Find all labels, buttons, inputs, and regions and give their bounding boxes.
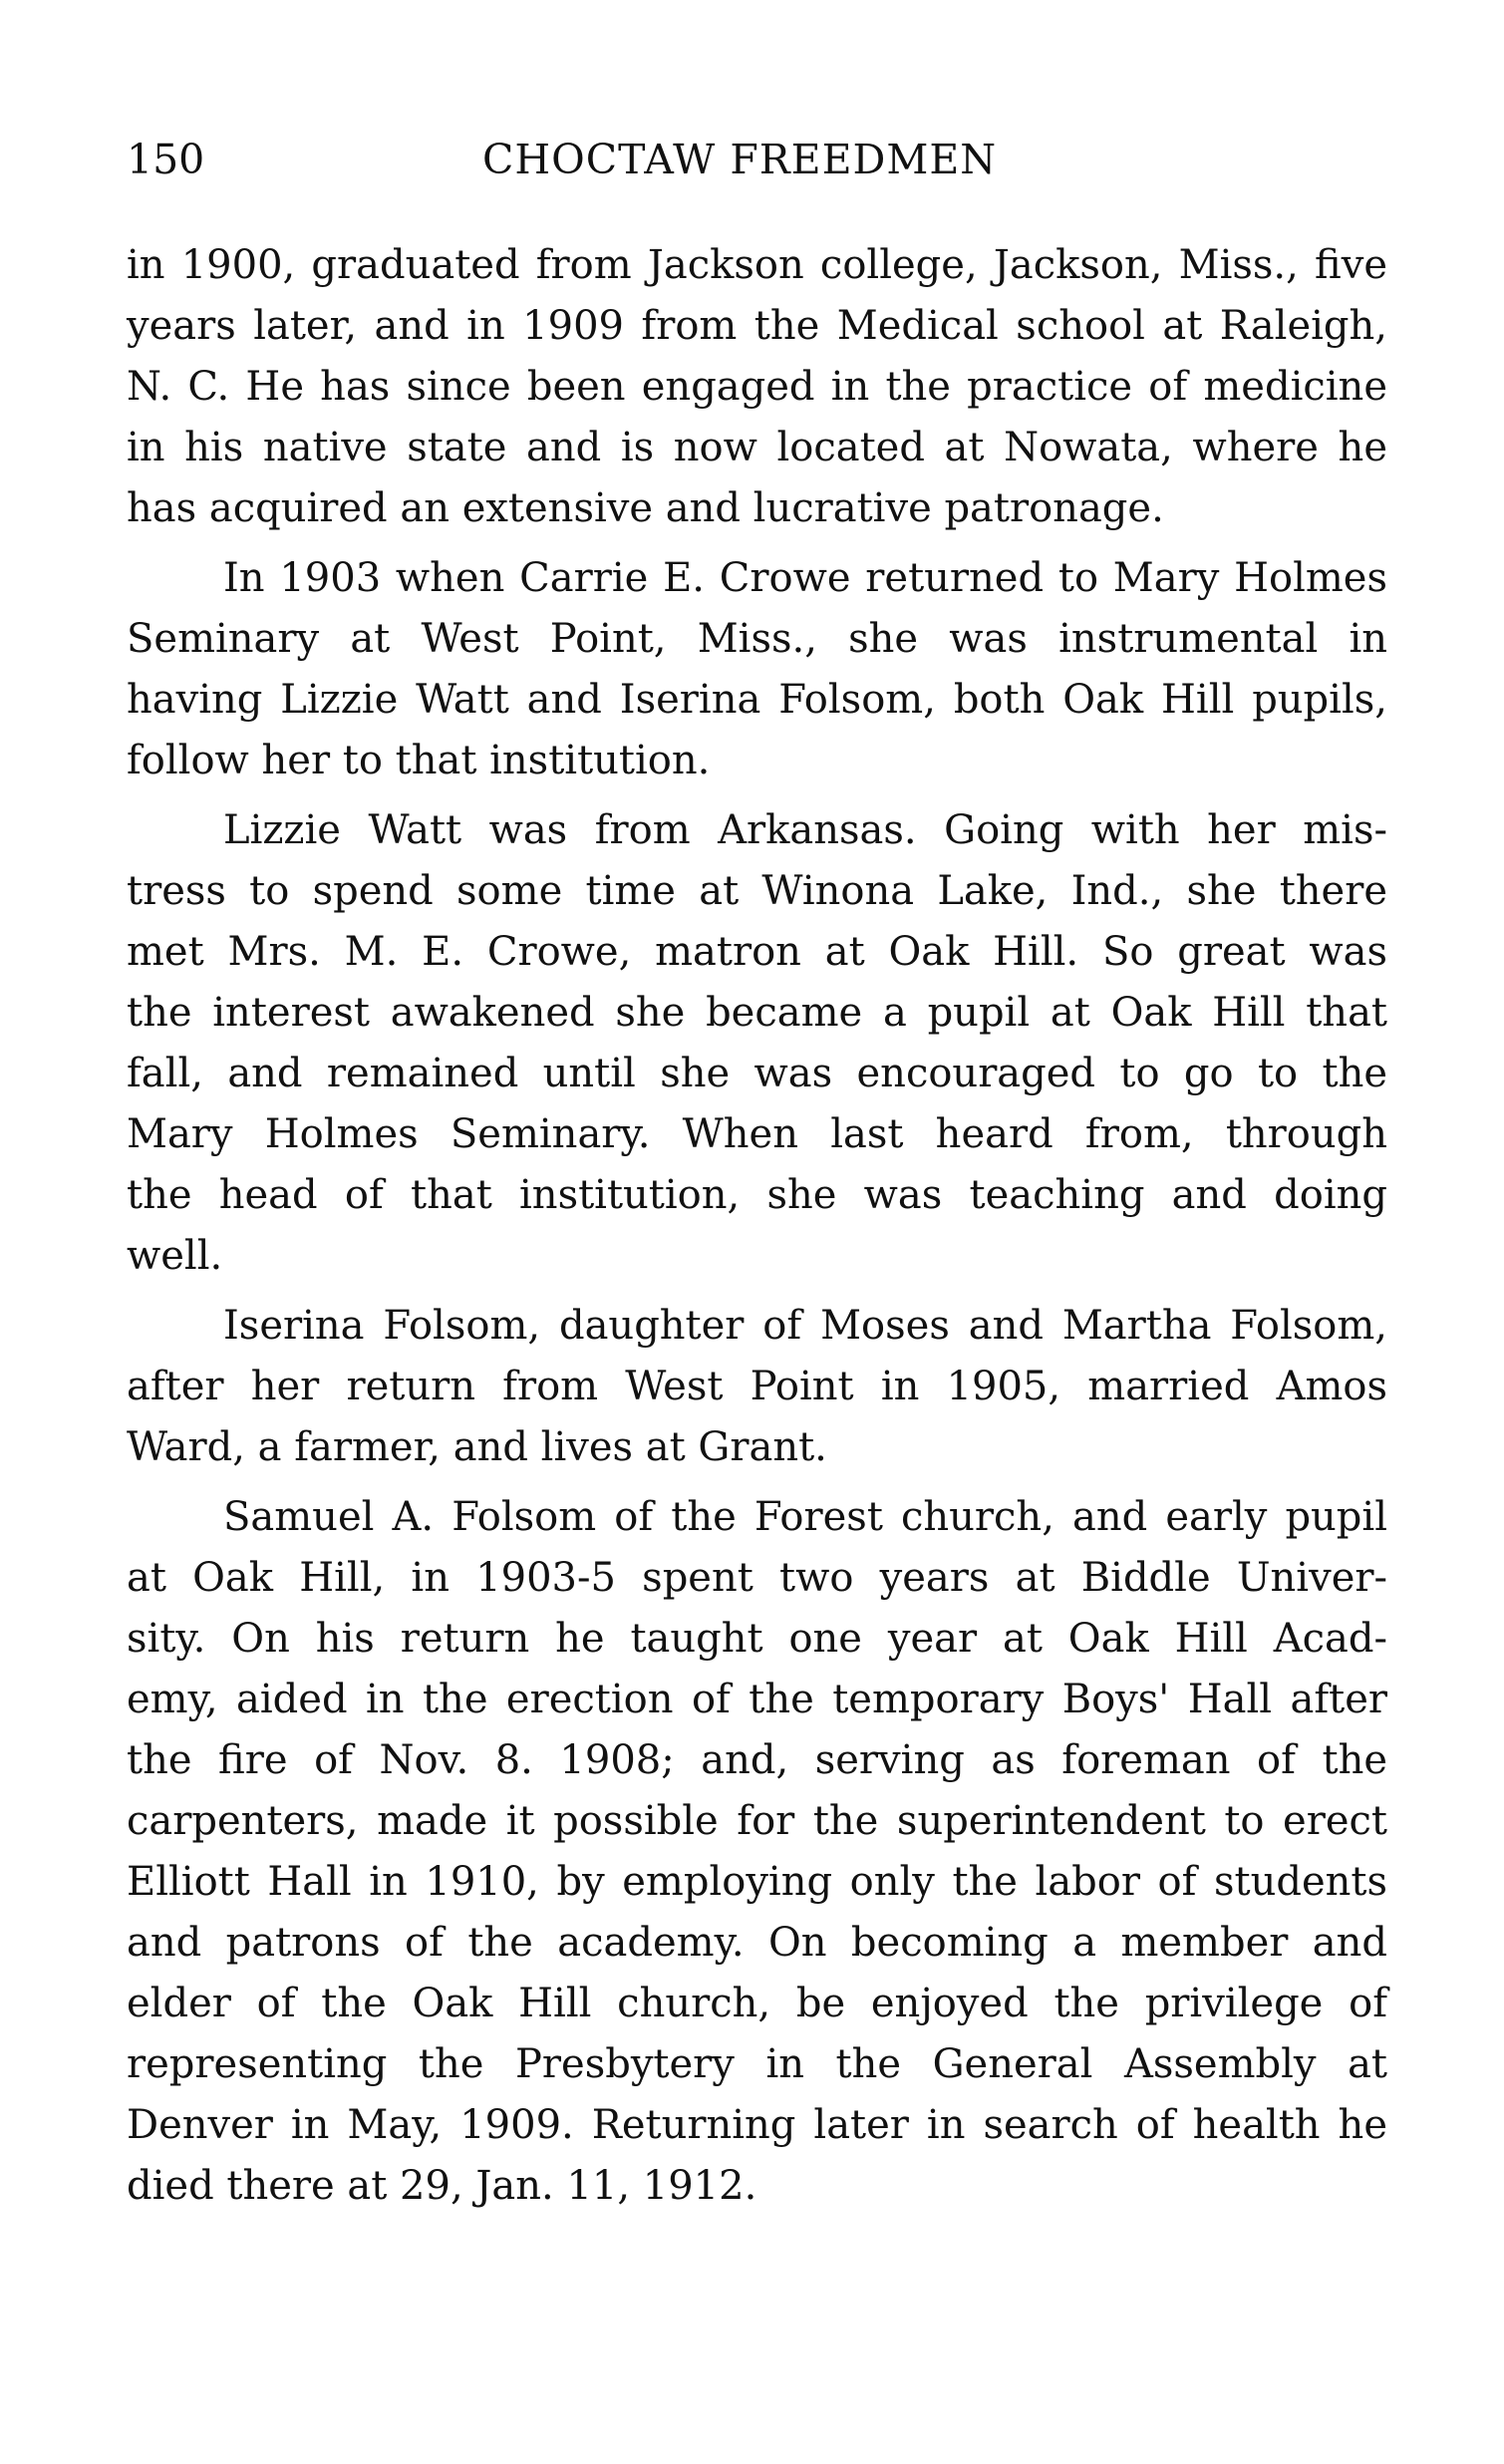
text-line: Samuel A. Folsom of the Forest church, and early pupil bbox=[223, 1494, 1387, 1540]
paragraph bbox=[127, 1487, 1387, 2217]
text-line: at Oak Hill, in 1903-5 spent two years at Biddle Univer- bbox=[127, 1555, 1387, 1601]
text-line: in his native state and is now located at Nowata, where he bbox=[127, 425, 1387, 470]
text-line: tress to spend some time at Winona Lake, Ind., she there bbox=[127, 868, 1387, 914]
paragraph bbox=[127, 800, 1387, 1287]
text-line: fall, and remained until she was encouraged to go to the bbox=[127, 1051, 1387, 1096]
text-line: in 1900, graduated from Jackson college, Jackson, Miss., five bbox=[127, 242, 1387, 288]
text-line: Denver in May, 1909. Returning later in search of health he bbox=[127, 2102, 1387, 2148]
text-line: well. bbox=[127, 1233, 223, 1279]
text-line: Seminary at West Point, Miss., she was instrumental in bbox=[127, 616, 1387, 662]
body-text bbox=[127, 235, 1387, 2226]
text-line: the interest awakened she became a pupil at Oak Hill that bbox=[127, 990, 1387, 1036]
text-line: elder of the Oak Hill church, be enjoyed the privilege of bbox=[127, 1981, 1387, 2026]
page-number: 150 bbox=[127, 136, 205, 183]
text-line: the fire of Nov. 8. 1908; and, serving as foreman of the bbox=[127, 1737, 1387, 1783]
paragraph bbox=[127, 235, 1387, 539]
text-line: Ward, a farmer, and lives at Grant. bbox=[127, 1424, 827, 1470]
text-line: sity. On his return he taught one year at Oak Hill Acad- bbox=[127, 1616, 1387, 1662]
text-line: Lizzie Watt was from Arkansas. Going with her mis- bbox=[223, 807, 1387, 853]
running-title: CHOCTAW FREEDMEN bbox=[482, 136, 998, 183]
text-line: having Lizzie Watt and Iserina Folsom, both Oak Hill pupils, bbox=[127, 677, 1387, 723]
text-line: after her return from West Point in 1905, married Amos bbox=[127, 1364, 1387, 1409]
text-line: Elliott Hall in 1910, by employing only the labor of students bbox=[127, 1859, 1387, 1905]
text-line: Mary Holmes Seminary. When last heard from, through bbox=[127, 1111, 1387, 1157]
text-line: died there at 29, Jan. 11, 1912. bbox=[127, 2163, 757, 2209]
text-line: follow her to that institution. bbox=[127, 738, 711, 783]
text-line: In 1903 when Carrie E. Crowe returned to Mary Holmes bbox=[223, 555, 1387, 601]
text-line: representing the Presbytery in the General Assembly at bbox=[127, 2041, 1387, 2087]
text-line: N. C. He has since been engaged in the practice of medicine bbox=[127, 364, 1387, 410]
page-header bbox=[127, 136, 1387, 195]
text-line: met Mrs. M. E. Crowe, matron at Oak Hill. So great was bbox=[127, 929, 1387, 975]
text-line: and patrons of the academy. On becoming a member and bbox=[127, 1920, 1387, 1966]
text-line: the head of that institution, she was teaching and doing bbox=[127, 1172, 1387, 1218]
text-line: Iserina Folsom, daughter of Moses and Martha Folsom, bbox=[223, 1303, 1387, 1349]
text-line: carpenters, made it possible for the superintendent to erect bbox=[127, 1798, 1387, 1844]
text-line: years later, and in 1909 from the Medical school at Raleigh, bbox=[127, 303, 1387, 349]
paragraph bbox=[127, 548, 1387, 791]
text-line: has acquired an extensive and lucrative patronage. bbox=[127, 485, 1164, 531]
text-line: emy, aided in the erection of the temporary Boys' Hall after bbox=[127, 1677, 1387, 1722]
paragraph bbox=[127, 1296, 1387, 1478]
